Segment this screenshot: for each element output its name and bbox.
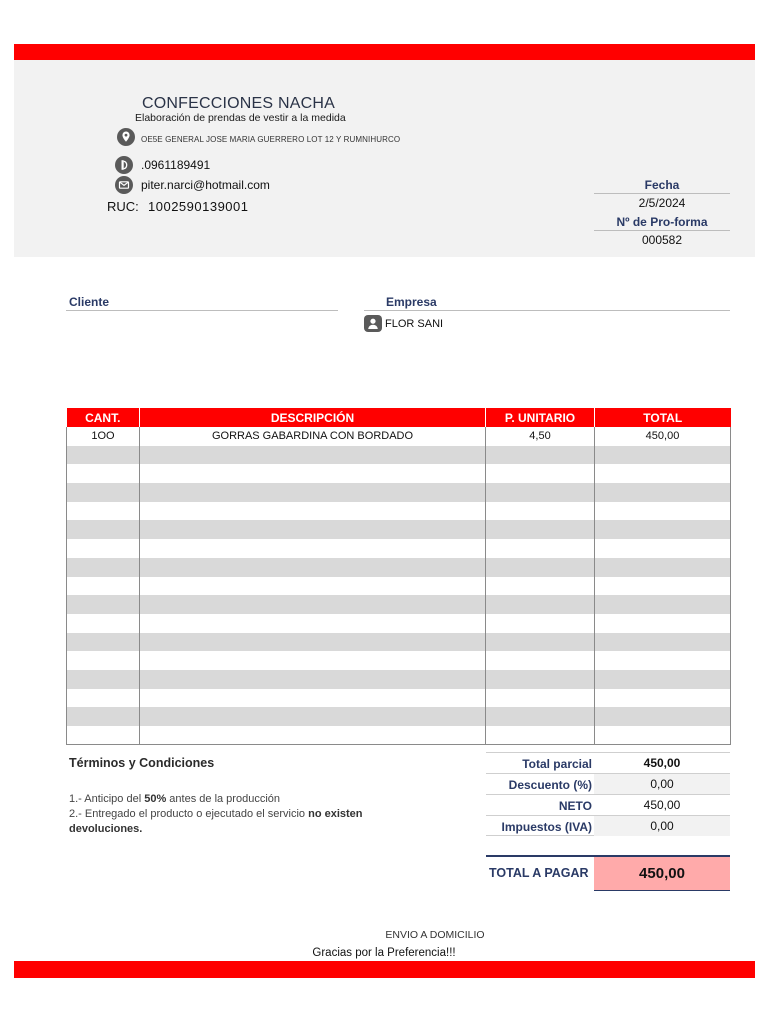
cell-description — [140, 614, 486, 633]
date-value: 2/5/2024 — [638, 196, 686, 210]
ruc-value: 1002590139001 — [148, 199, 249, 214]
cell-total — [595, 614, 731, 633]
cell-unit-price — [486, 614, 595, 633]
cell-description — [140, 464, 486, 483]
cell-unit-price — [486, 595, 595, 614]
cell-description — [140, 483, 486, 502]
cell-quantity — [67, 707, 140, 726]
terms-line-2-text: 2.- Entregado el producto o ejecutado el servicio — [69, 808, 309, 820]
cell-unit-price — [486, 446, 595, 465]
cell-total — [595, 707, 731, 726]
table-row — [67, 483, 731, 502]
table-row — [67, 520, 731, 539]
client-underline — [66, 310, 338, 311]
company-client-underline — [364, 310, 730, 311]
cell-description — [140, 633, 486, 652]
client-label: Cliente — [69, 295, 110, 309]
thank-you-note: Gracias por la Preferencia!!! — [312, 947, 456, 959]
cell-quantity — [67, 502, 140, 521]
subtotal-label: Total parcial — [522, 757, 592, 771]
terms-line-1-tail: antes de la producción — [166, 793, 280, 805]
cell-total — [595, 502, 731, 521]
table-row — [67, 558, 731, 577]
cell-total — [595, 670, 731, 689]
cell-unit-price — [486, 651, 595, 670]
table-row — [67, 651, 731, 670]
tax-value: 0,00 — [594, 816, 730, 836]
subtotal-row — [486, 752, 730, 773]
table-row — [67, 595, 731, 614]
cell-unit-price — [486, 464, 595, 483]
cell-description: GORRAS GABARDINA CON BORDADO — [140, 427, 486, 446]
terms-title: Términos y Condiciones — [69, 756, 215, 770]
grand-total-value: 450,00 — [594, 857, 730, 891]
company-phone: .0961189491 — [141, 158, 211, 172]
cell-total — [595, 633, 731, 652]
company-address: OE5E GENERAL JOSE MARIA GUERRERO LOT 12 Y RUMNIHURCO — [141, 135, 401, 144]
items-table — [66, 408, 731, 745]
date-label: Fecha — [594, 176, 730, 194]
cell-quantity — [67, 558, 140, 577]
cell-description — [140, 577, 486, 596]
header-total: TOTAL — [595, 408, 731, 427]
contact-card-icon — [364, 315, 382, 332]
cell-quantity — [67, 577, 140, 596]
proforma-number-label: Nº de Pro-forma — [594, 213, 730, 231]
company-email: piter.narci@hotmail.com — [141, 178, 270, 192]
cell-description — [140, 446, 486, 465]
cell-total — [595, 483, 731, 502]
cell-quantity — [67, 464, 140, 483]
terms-line-2 — [69, 807, 389, 837]
cell-quantity — [67, 614, 140, 633]
table-row — [67, 726, 731, 745]
terms-line-2-highlight: no existen devoluciones. — [69, 808, 363, 835]
company-client-value: FLOR SANI — [385, 318, 444, 330]
cell-description — [140, 670, 486, 689]
net-label: NETO — [558, 799, 592, 813]
cell-description — [140, 520, 486, 539]
cell-unit-price — [486, 483, 595, 502]
top-accent-bar — [14, 44, 755, 60]
cell-unit-price: 4,50 — [486, 427, 595, 446]
cell-description — [140, 689, 486, 708]
tax-row — [486, 815, 730, 836]
grand-total-label: TOTAL A PAGAR — [489, 866, 589, 880]
totals-summary — [486, 752, 730, 836]
header-quantity: CANT. — [67, 408, 140, 427]
cell-unit-price — [486, 670, 595, 689]
terms-line-1 — [69, 793, 280, 805]
subtotal-value: 450,00 — [643, 756, 681, 770]
company-tagline: Elaboración de prendas de vestir a la medida — [135, 112, 346, 124]
bottom-accent-bar — [14, 961, 755, 978]
net-value: 450,00 — [643, 798, 681, 812]
header-unit-price: P. UNITARIO — [486, 408, 595, 427]
table-header-row — [67, 408, 731, 427]
map-pin-icon — [117, 128, 135, 146]
proforma-number-value: 000582 — [641, 233, 683, 247]
cell-total — [595, 577, 731, 596]
table-row — [67, 707, 731, 726]
cell-description — [140, 707, 486, 726]
cell-quantity — [67, 670, 140, 689]
envelope-icon — [115, 176, 133, 194]
tax-label: Impuestos (IVA) — [501, 820, 592, 834]
cell-total — [595, 595, 731, 614]
cell-unit-price — [486, 558, 595, 577]
cell-quantity: 1OO — [67, 427, 140, 446]
cell-total — [595, 558, 731, 577]
cell-quantity — [67, 651, 140, 670]
cell-quantity — [67, 539, 140, 558]
cell-unit-price — [486, 689, 595, 708]
cell-total — [595, 539, 731, 558]
cell-quantity — [67, 483, 140, 502]
cell-quantity — [67, 520, 140, 539]
cell-total: 450,00 — [595, 427, 731, 446]
cell-quantity — [67, 595, 140, 614]
cell-unit-price — [486, 520, 595, 539]
discount-row — [486, 773, 730, 794]
cell-unit-price — [486, 707, 595, 726]
table-row — [67, 446, 731, 465]
phone-icon — [115, 156, 133, 174]
delivery-note: ENVIO A DOMICILIO — [385, 929, 485, 941]
cell-description — [140, 558, 486, 577]
cell-total — [595, 520, 731, 539]
cell-total — [595, 651, 731, 670]
table-row — [67, 502, 731, 521]
discount-label: Descuento (%) — [508, 778, 592, 792]
cell-total — [595, 689, 731, 708]
cell-total — [595, 464, 731, 483]
table-row — [67, 427, 731, 446]
cell-unit-price — [486, 726, 595, 745]
discount-value: 0,00 — [594, 774, 730, 794]
table-row — [67, 689, 731, 708]
net-row — [486, 794, 730, 815]
cell-description — [140, 651, 486, 670]
ruc-label: RUC: — [107, 199, 139, 214]
table-row — [67, 633, 731, 652]
cell-description — [140, 726, 486, 745]
table-row — [67, 614, 731, 633]
cell-total — [595, 446, 731, 465]
cell-quantity — [67, 689, 140, 708]
cell-description — [140, 502, 486, 521]
company-name: CONFECCIONES NACHA — [142, 95, 335, 112]
table-row — [67, 464, 731, 483]
terms-line-1-text: 1.- Anticipo del — [69, 793, 145, 805]
table-row — [67, 670, 731, 689]
header-description: DESCRIPCIÓN — [140, 408, 486, 427]
cell-unit-price — [486, 577, 595, 596]
cell-unit-price — [486, 633, 595, 652]
cell-unit-price — [486, 539, 595, 558]
cell-unit-price — [486, 502, 595, 521]
cell-description — [140, 595, 486, 614]
table-row — [67, 577, 731, 596]
cell-total — [595, 726, 731, 745]
cell-quantity — [67, 446, 140, 465]
cell-quantity — [67, 633, 140, 652]
cell-description — [140, 539, 486, 558]
table-row — [67, 539, 731, 558]
terms-line-1-highlight: 50% — [144, 793, 167, 805]
cell-quantity — [67, 726, 140, 745]
company-client-label: Empresa — [386, 295, 437, 309]
